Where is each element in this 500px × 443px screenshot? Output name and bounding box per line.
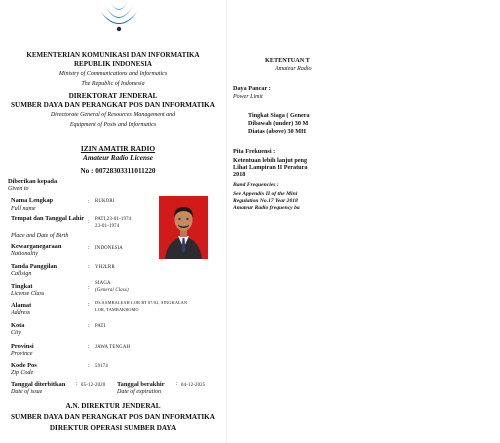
- directorate-title: DIREKTORAT JENDERAL: [68, 92, 158, 100]
- field-value-province: JAWA TENGAH: [95, 345, 131, 350]
- field-label-class-en: License Class: [11, 291, 45, 297]
- ministry-title: KEMENTERIAN KOMUNIKASI DAN INFORMATIKA: [26, 51, 200, 59]
- field-label-city: Kota: [11, 322, 25, 329]
- power-label: Daya Pancar :: [233, 85, 271, 92]
- issued-label: Tanggal diterbitkan: [11, 381, 66, 388]
- field-label-name: Nama Lengkap: [11, 197, 54, 204]
- license-page: KEMENTERIAN KOMUNIKASI DAN INFORMATIKA REPUBLIK INDONESIA Ministry of Communications and Informatics The Republic of Indonesia DIREKTORAT JENDERAL SUMBER DAYA DAN PERANGKAT POS DAN INFORMATIKA Directorate General of Resources Management and Equipment of Posts and Informatics IZIN AMATIR RADIO Amateur Radio License No : 00728303311011220 Diberikan kepada Given to Nama Lengkap Full name : RUKORI Tempat dan Tanggal Lahir Place and Date of Birth : PATI,23-01-1974 23-01-1974 Kewarganegaraan Nationality : INDONESIA Tanda Panggilan Callsign : YH2LRR Tingkat License Class : SIAGA (General Class) Alamat Address : DS.SAMBALEAH LOR RT 07/02, SINGKALAN LOR, TAMBAKROMO Kota City : PATI Provinsi Province : JAWA TENGAH Kode Pos Zip Code : 59174 Tanggal diterbitkan : 05-12-2020 Date of issue Tanggal berakhir : 04-12-2025 Date of expiration A.N. DIREKTUR JENDERAL SUMBER DAYA DAN PERANGKAT POS DAN INFORMATIKA DIREKTUR OPERASI SUMBER DAYA: [0, 0, 226, 443]
- republic-title: REPUBLIK INDONESIA: [74, 60, 152, 68]
- freq-line-1: Ketentuan lebih lanjut peng: [233, 157, 308, 164]
- band-line-2: Regulation No.17 Year 2018: [233, 198, 298, 204]
- expiry-label-en: Date of expiration: [117, 389, 161, 395]
- directorate-en-2: Equipment of Posts and Informatics: [69, 122, 157, 128]
- field-label-city-en: City: [11, 330, 21, 336]
- blank-area: [318, 0, 500, 443]
- footer-line2: SUMBER DAYA DAN PERANGKAT POS DAN INFORMATIKA: [11, 413, 215, 421]
- field-value-callsign: YH2LRR: [95, 265, 115, 270]
- field-label-class: Tingkat: [11, 283, 33, 290]
- kominfo-logo-icon: [96, 0, 142, 34]
- field-value-city: PATI: [95, 324, 106, 329]
- issued-value: 05-12-2020: [81, 383, 106, 388]
- field-label-nationality: Kewarganegaraan: [11, 243, 62, 250]
- directorate-en-1: Directorate General of Resources Management and: [50, 112, 176, 118]
- conditions-heading: KETENTUAN T: [265, 57, 310, 64]
- given-to-label-en: Given to: [8, 186, 29, 192]
- conditions-heading-en: Amateur Radio: [275, 66, 312, 72]
- field-label-birth-en: Place and Date of Birth: [11, 233, 69, 239]
- license-subtitle: Amateur Radio License: [83, 154, 153, 162]
- footer-an: A.N. DIREKTUR JENDERAL: [65, 402, 161, 410]
- field-label-zip-en: Zip Code: [11, 370, 34, 376]
- band-label: Band Frequencies :: [233, 182, 279, 188]
- expiry-value: 04-12-2025: [181, 383, 206, 388]
- ministry-title-en: Ministry of Communications and Informatics: [58, 71, 168, 77]
- field-label-address: Alamat: [11, 302, 32, 309]
- field-label-nationality-en: Nationality: [11, 251, 38, 257]
- field-label-callsign-en: Callsign: [11, 271, 32, 277]
- field-label-callsign: Tanda Panggilan: [11, 263, 58, 270]
- field-value-class-en: (General Class): [95, 288, 129, 293]
- footer-line3: DIREKTUR OPERASI SUMBER DAYA: [49, 424, 177, 432]
- directorate-name: SUMBER DAYA DAN PERANGKAT POS DAN INFORMATIKA: [11, 101, 215, 109]
- field-value-birth: PATI,23-01-1974 23-01-1974: [95, 217, 132, 229]
- conditions-page: [226, 0, 319, 443]
- power-label-en: Power Limit: [233, 94, 263, 100]
- field-value-zip: 59174: [95, 364, 108, 369]
- field-label-zip: Kode Pos: [11, 362, 37, 369]
- freq-label: Pita Frekuensi :: [233, 148, 276, 155]
- issued-label-en: Date of issue: [11, 389, 43, 395]
- field-label-province-en: Province: [11, 351, 33, 357]
- license-number: No : 00728303311011220: [80, 167, 156, 175]
- republic-title-en: The Republic of Indonesia: [81, 81, 145, 87]
- freq-line-2: Lihat Lampiran II Peratura: [233, 164, 308, 171]
- field-label-name-en: Full name: [11, 206, 36, 212]
- field-label-birth: Tempat dan Tanggal Lahir: [11, 215, 85, 222]
- field-value-name: RUKORI: [95, 199, 115, 204]
- freq-line-3: 2018: [233, 171, 246, 178]
- power-line-2: Dibawah (under) 30 M: [248, 120, 309, 127]
- field-value-nationality: INDONESIA: [95, 246, 123, 251]
- expiry-label: Tanggal berakhir: [117, 381, 165, 388]
- power-line-1: Tingkat Siaga ( Genera: [248, 112, 310, 119]
- field-value-class: SIAGA: [95, 281, 111, 286]
- field-label-province: Provinsi: [11, 343, 34, 350]
- band-line-3: Amateur Radio frequency ba: [233, 205, 300, 211]
- license-title: IZIN AMATIR RADIO: [80, 144, 156, 153]
- given-to-label: Diberikan kepada: [8, 178, 58, 185]
- band-line-1: See Appendix II of the Mini: [233, 191, 298, 197]
- power-line-3: Diatas (above) 30 MH: [248, 128, 306, 135]
- id-photo: [159, 196, 208, 259]
- field-value-address: DS.SAMBALEAH LOR RT 07/02, SINGKALAN LOR, TAMBAKROMO: [95, 300, 188, 312]
- field-label-address-en: Address: [11, 310, 31, 316]
